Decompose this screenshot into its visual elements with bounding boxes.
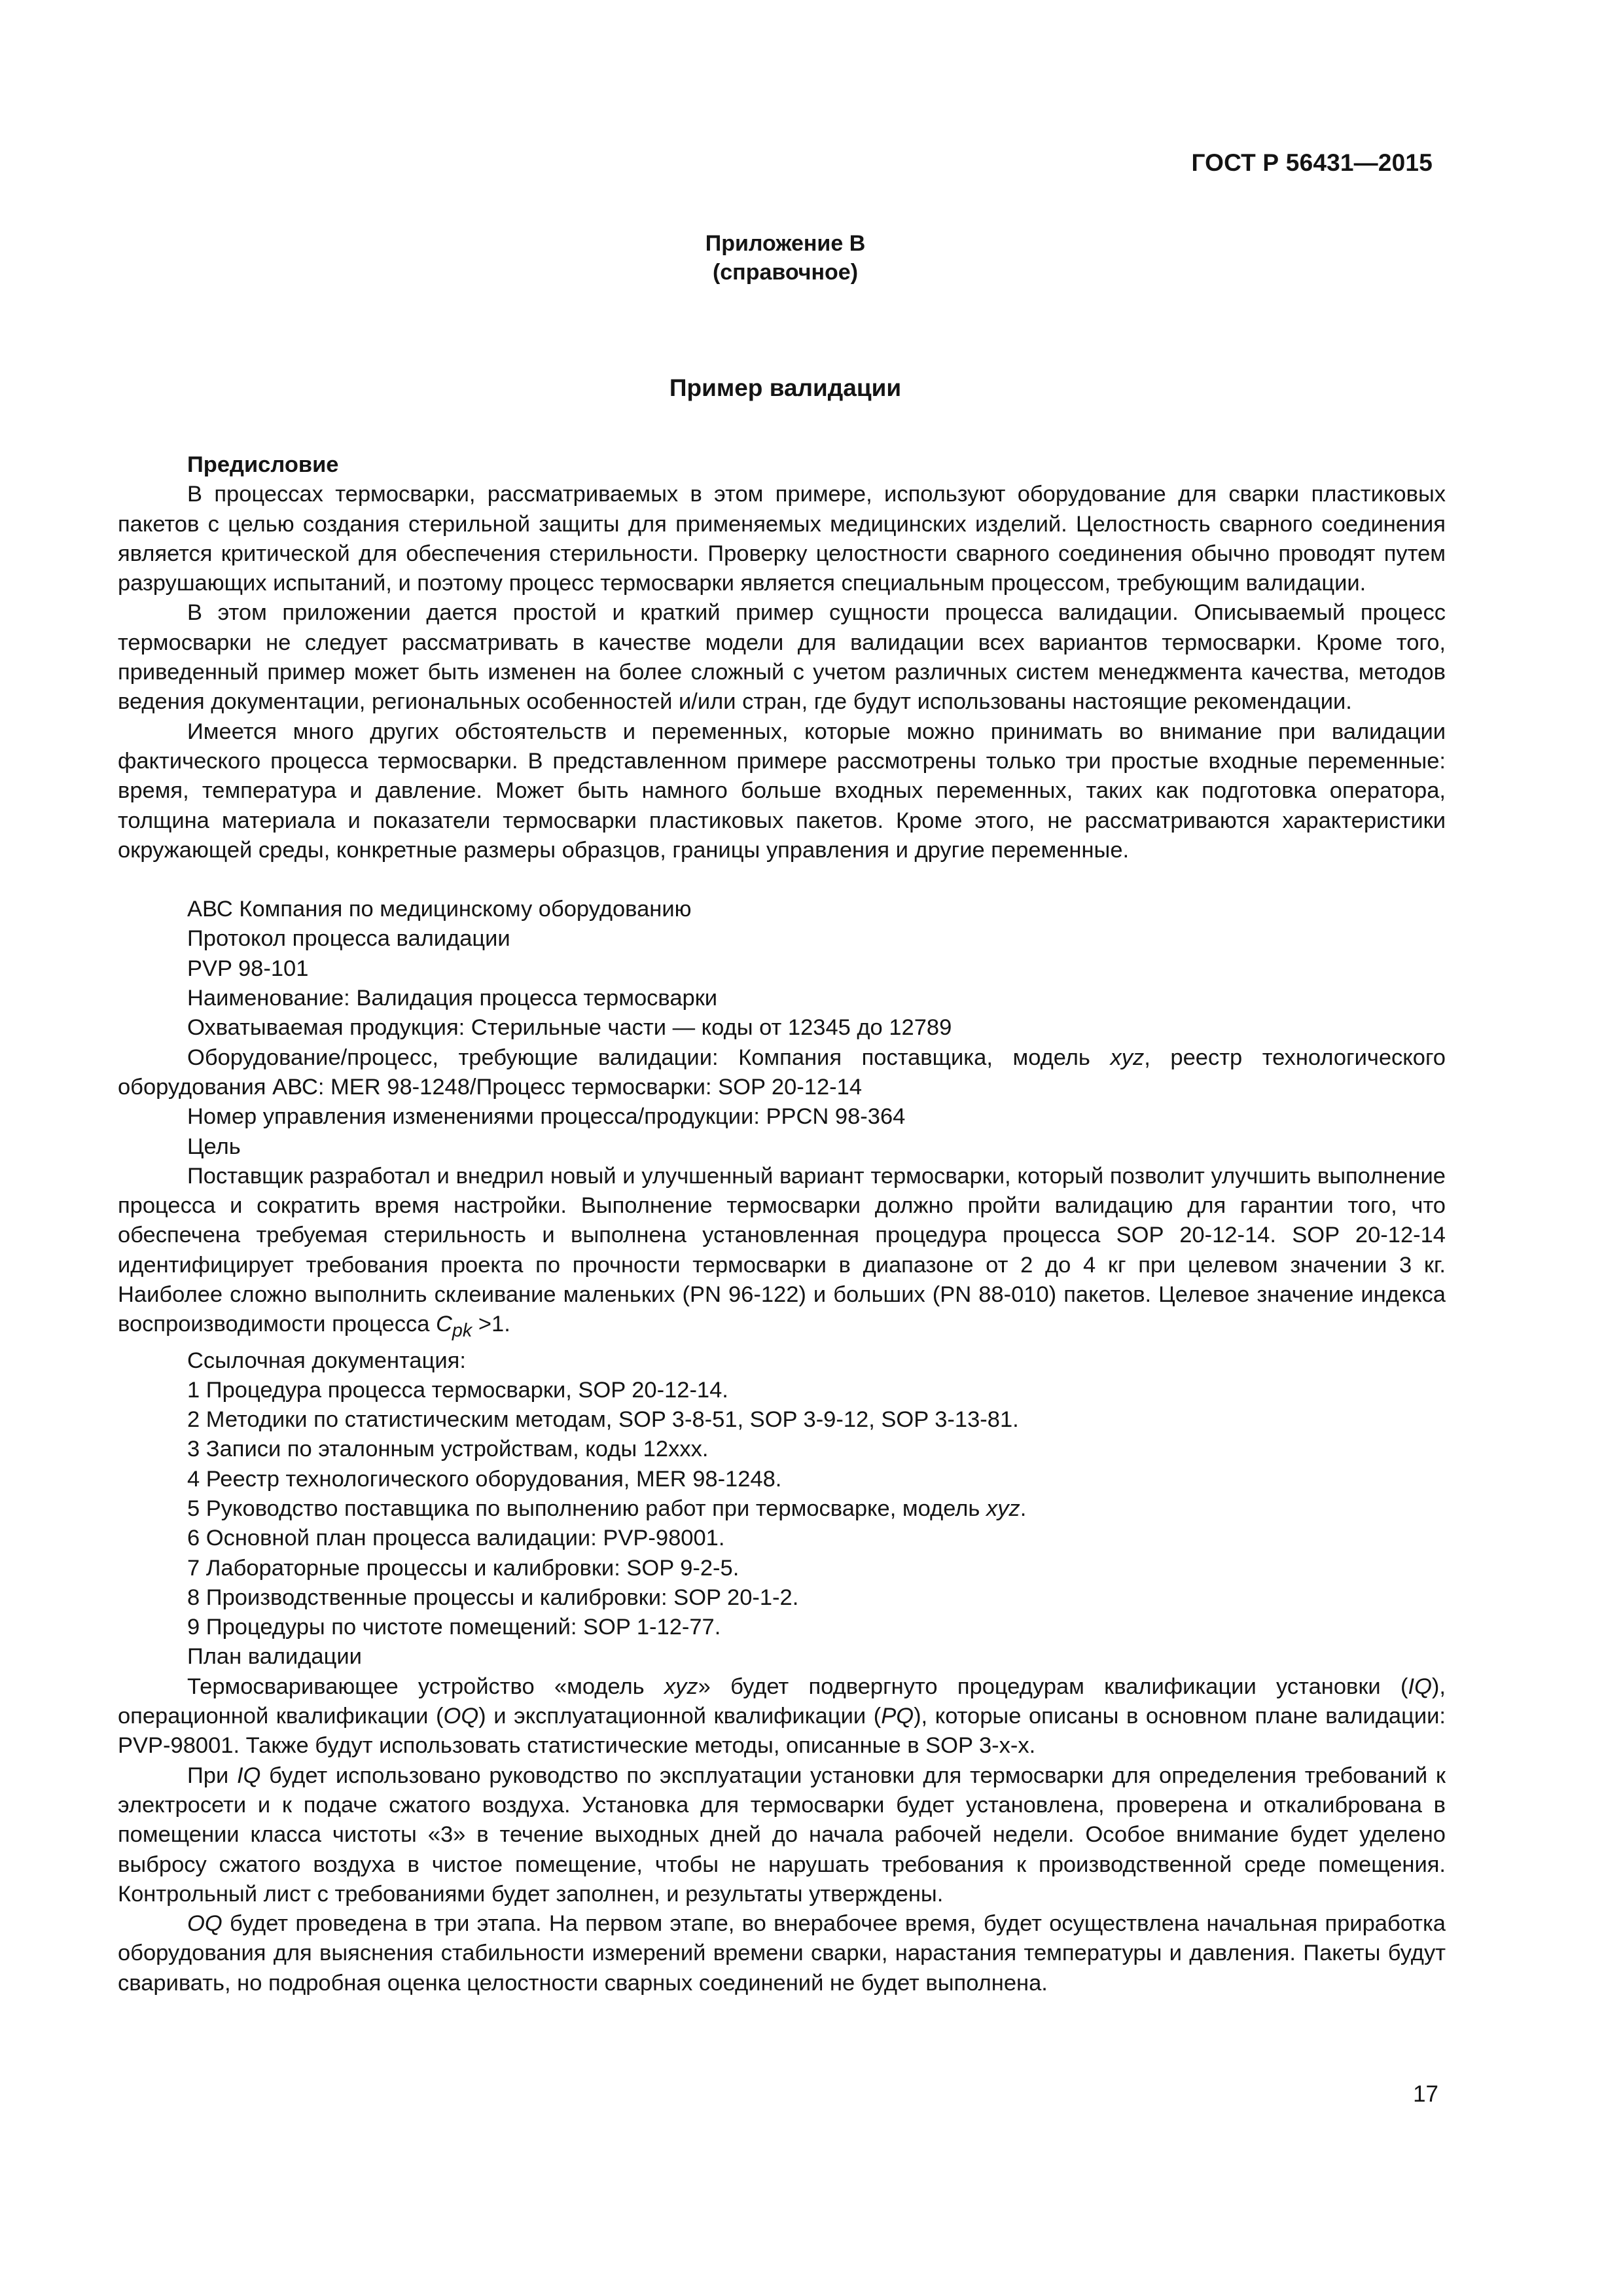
equipment-paragraph — [118, 1043, 1446, 1103]
page-number: 17 — [1413, 2081, 1438, 2107]
protocol-name: Наименование: Валидация процесса термосварки — [187, 986, 718, 1011]
cpk-subscript: pk — [452, 1320, 473, 1342]
reference-item: 7 Лабораторные процессы и калибровки: SOP 9-2-5. — [187, 1555, 740, 1581]
document-number: ГОСТ Р 56431—2015 — [1191, 149, 1433, 176]
plan-heading: План валидации — [187, 1644, 362, 1670]
reference-item: 1 Процедура процесса термосварки, SOP 20-12-14. — [187, 1377, 728, 1403]
goal-text: >1. — [472, 1312, 510, 1337]
spacer — [118, 865, 1446, 895]
document-body — [118, 450, 1446, 1998]
reference-item: 4 Реестр технологического оборудования, MER 98-1248. — [187, 1466, 782, 1492]
preface-paragraph: В этом приложении дается простой и краткий пример сущности процесса валидации. Описываемый процесс термосварки не следует рассматривать в качестве модели для валидации всех вариантов термосварки. Кроме того, приведенный пример может быть изменен на более сложный с учетом различных систем менеджмента качества, методов ведения документации, региональных особенностей и/или стран, где будут использованы настоящие рекомендации. — [118, 600, 1446, 715]
equipment-text: Оборудование/процесс, требующие валидации: Компания поставщика, модель — [187, 1045, 1111, 1070]
reference-text: 5 Руководство поставщика по выполнению работ при термосварке, модель — [187, 1496, 986, 1521]
plan-text: будет использовано руководство по эксплуатации установки для термосварки для определения требований к электросети и к подаче сжатого воздуха. Установка для термосварки будет установлена, проверена и откалибрована в помещении класса чистоты «3» в течение выходных дней до начала рабочей недели. Особое внимание будет уделено выбросу сжатого воздуха в чистое помещение, чтобы не нарушать требования к производственной среде помещения. Контрольный лист с требованиями будет заполнен, и результаты утверждены. — [118, 1763, 1446, 1907]
section-title: Пример валидации — [669, 374, 902, 401]
goal-heading: Цель — [187, 1134, 241, 1159]
plan-model: xyz — [664, 1674, 698, 1699]
plan-text: ), операционной квалификации ( — [118, 1674, 1446, 1729]
oq-abbr: OQ — [443, 1704, 479, 1729]
equipment-text: , реестр технологического оборудования АВС: MER 98-1248/Процесс термосварки: SOP 20-12-14 — [118, 1045, 1446, 1100]
reference-item: 8 Производственные процессы и калибровки: SOP 20-1-2. — [187, 1585, 799, 1610]
appendix-title: Приложение В — [705, 231, 866, 256]
protocol-id: PVP 98-101 — [187, 956, 309, 981]
plan-paragraph — [118, 1761, 1446, 1909]
plan-paragraph — [118, 1672, 1446, 1761]
goal-text: Поставщик разработал и внедрил новый и улучшенный вариант термосварки, который позволит улучшить выполнение процесса и сократить время настройки. Выполнение термосварки должно пройти валидацию для гарантии того, что обеспечена требуемая стерильность и выполнена установленная процедура процесса SOP 20-12-14. SOP 20-12-14 идентифицирует требования проекта по прочности термосварки в диапазоне от 2 до 4 кг при целевом значении 3 кг. Наиболее сложно выполнить склеивание маленьких (PN 96-122) и больших (PN 88-010) пакетов. Целевое значение индекса воспроизводимости процесса — [118, 1163, 1446, 1337]
reference-text: . — [1020, 1496, 1027, 1521]
plan-text: будет проведена в три этапа. На первом этапе, во внерабочее время, будет осуществлена начальная приработка оборудования для выяснения стабильности измерений времени сварки, нарастания температуры и давления. Пакеты будут сваривать, но подробная оценка целостности сварных соединений не будет выполнена. — [118, 1911, 1446, 1996]
plan-text: ), которые описаны в основном плане валидации: PVP-98001. Также будут использовать статистические методы, описанные в SOP 3-х-х. — [118, 1704, 1446, 1759]
change-control-number: Номер управления изменениями процесса/продукции: PPCN 98-364 — [187, 1104, 906, 1130]
pq-abbr: PQ — [881, 1704, 914, 1729]
iq-abbr: IQ — [1408, 1674, 1432, 1699]
preface-paragraph: В процессах термосварки, рассматриваемых в этом примере, используют оборудование для сварки пластиковых пакетов с целью создания стерильной защиты для применяемых медицинских изделий. Целостность сварного соединения является критической для обеспечения стерильности. Проверку целостности сварного соединения обычно проводят путем разрушающих испытаний, и поэтому процесс термосварки является специальным процессом, требующим валидации. — [118, 482, 1446, 596]
reference-item: 2 Методики по статистическим методам, SOP 3-8-51, SOP 3-9-12, SOP 3-13-81. — [187, 1407, 1019, 1433]
iq-abbr: IQ — [236, 1763, 261, 1788]
plan-text: Термосваривающее устройство «модель — [187, 1674, 664, 1699]
cpk-symbol: C — [436, 1312, 452, 1337]
company-name: АВС Компания по медицинскому оборудованию — [187, 897, 692, 922]
reference-item — [118, 1494, 1446, 1524]
plan-text: » будет подвергнуто процедурам квалификации установки ( — [698, 1674, 1408, 1699]
equipment-model: xyz — [1110, 1045, 1145, 1070]
plan-paragraph — [118, 1909, 1446, 1998]
plan-text: При — [187, 1763, 237, 1788]
reference-item: 3 Записи по эталонным устройствам, коды 12ххх. — [187, 1437, 709, 1462]
reference-item: 9 Процедуры по чистоте помещений: SOP 1-12-77. — [187, 1615, 721, 1640]
goal-paragraph — [118, 1162, 1446, 1346]
protocol-type: Протокол процесса валидации — [187, 926, 510, 952]
reference-item: 6 Основной план процесса валидации: PVP-98001. — [187, 1526, 725, 1551]
reference-model: xyz — [986, 1496, 1020, 1521]
plan-text: ) и эксплуатационной квалификации ( — [478, 1704, 882, 1729]
oq-abbr: OQ — [187, 1911, 223, 1937]
appendix-status: (справочное) — [712, 260, 859, 285]
covered-products: Охватываемая продукция: Стерильные части — коды от 12345 до 12789 — [187, 1015, 952, 1041]
preface-paragraph: Имеется много других обстоятельств и переменных, которые можно принимать во внимание при валидации фактического процесса термосварки. В представленном примере рассмотрены только три простые входные переменные: время, температура и давление. Может быть намного больше входных переменных, таких как подготовка оператора, толщина материала и показатели термосварки пластиковых пакетов. Кроме этого, не рассматриваются характеристики окружающей среды, конкретные размеры образцов, границы управления и другие переменные. — [118, 719, 1446, 863]
references-heading: Ссылочная документация: — [187, 1348, 466, 1373]
preface-heading: Предисловие — [187, 452, 339, 477]
